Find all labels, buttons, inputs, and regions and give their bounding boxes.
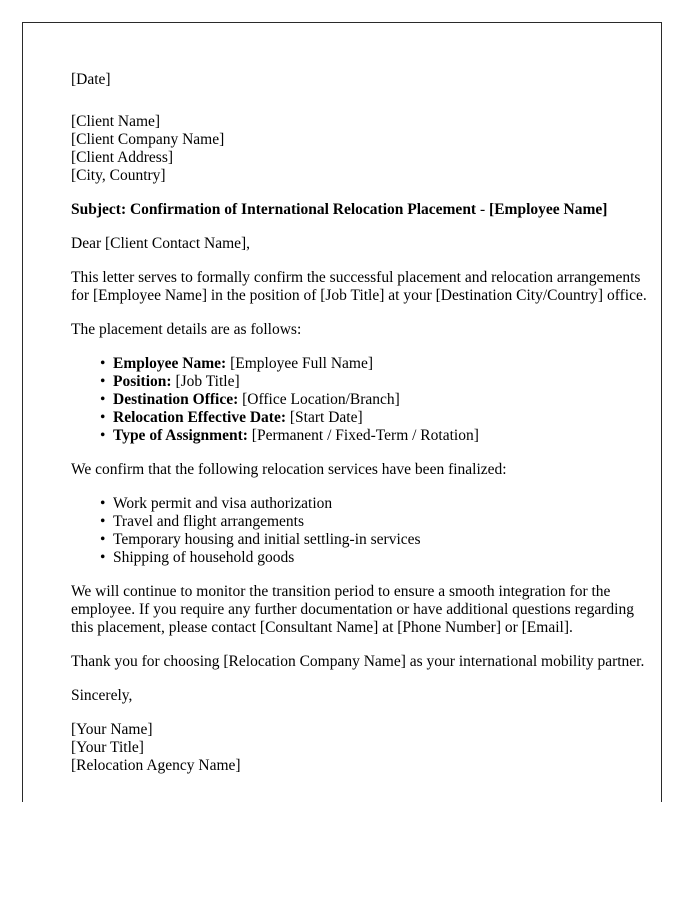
recipient-address-line: [Client Company Name]	[71, 131, 225, 148]
list-item: • Travel and flight arrangements	[113, 513, 657, 531]
subject-line	[71, 201, 657, 219]
thanks-paragraph: Thank you for choosing [Relocation Company Name] as your international mobility partner.	[71, 653, 645, 670]
detail-value: [Job Title]	[171, 373, 240, 390]
recipient-address-block	[71, 113, 657, 185]
subject-reference: [Employee Name]	[489, 201, 608, 218]
signature-line: [Relocation Agency Name]	[71, 757, 241, 774]
closing-salutation: Sincerely,	[71, 687, 133, 704]
list-item	[113, 427, 657, 445]
list-item	[113, 409, 657, 427]
detail-value: [Employee Full Name]	[226, 355, 373, 372]
detail-term: Position:	[113, 373, 172, 390]
subject-separator: -	[476, 201, 490, 218]
placement-details-list	[71, 355, 657, 445]
signature-line: [Your Title]	[71, 739, 144, 756]
signature-block	[71, 721, 657, 775]
list-item	[113, 391, 657, 409]
detail-term: Destination Office:	[113, 391, 239, 408]
recipient-address-line: [City, Country]	[71, 167, 166, 184]
subject-label: Subject: Confirmation of International Relocation Placement	[71, 201, 477, 218]
detail-term: Relocation Effective Date:	[113, 409, 287, 426]
list-item: • Temporary housing and initial settling-in services	[113, 531, 657, 549]
signature-line: [Your Name]	[71, 721, 153, 738]
recipient-address-line: [Client Address]	[71, 149, 174, 166]
detail-value: [Start Date]	[286, 409, 363, 426]
monitoring-paragraph: We will continue to monitor the transition period to ensure a smooth integration for the employee. If you require any further documentation or have additional questions regarding this placement, please contact [Consultant Name] at [Phone Number] or [Email].	[71, 583, 634, 636]
services-lead-in: We confirm that the following relocation services have been finalized:	[71, 461, 507, 478]
details-lead-in: The placement details are as follows:	[71, 321, 302, 338]
detail-term: Type of Assignment:	[113, 427, 248, 444]
recipient-address-line: [Client Name]	[71, 113, 161, 130]
detail-value: [Office Location/Branch]	[238, 391, 400, 408]
letter-content	[71, 45, 657, 775]
salutation: Dear [Client Contact Name],	[71, 235, 251, 252]
detail-term: Employee Name:	[113, 355, 227, 372]
date-line: [Date]	[71, 71, 111, 88]
list-item: • Shipping of household goods	[113, 549, 657, 567]
letter-page	[22, 22, 662, 802]
intro-paragraph: This letter serves to formally confirm the successful placement and relocation arrangements for [Employee Name] in the position of [Job Title] at your [Destination City/Country] office.	[71, 269, 647, 304]
detail-value: [Permanent / Fixed-Term / Rotation]	[247, 427, 479, 444]
list-item	[113, 355, 657, 373]
list-item	[113, 373, 657, 391]
list-item: • Work permit and visa authorization	[113, 495, 657, 513]
relocation-services-list	[71, 495, 657, 567]
